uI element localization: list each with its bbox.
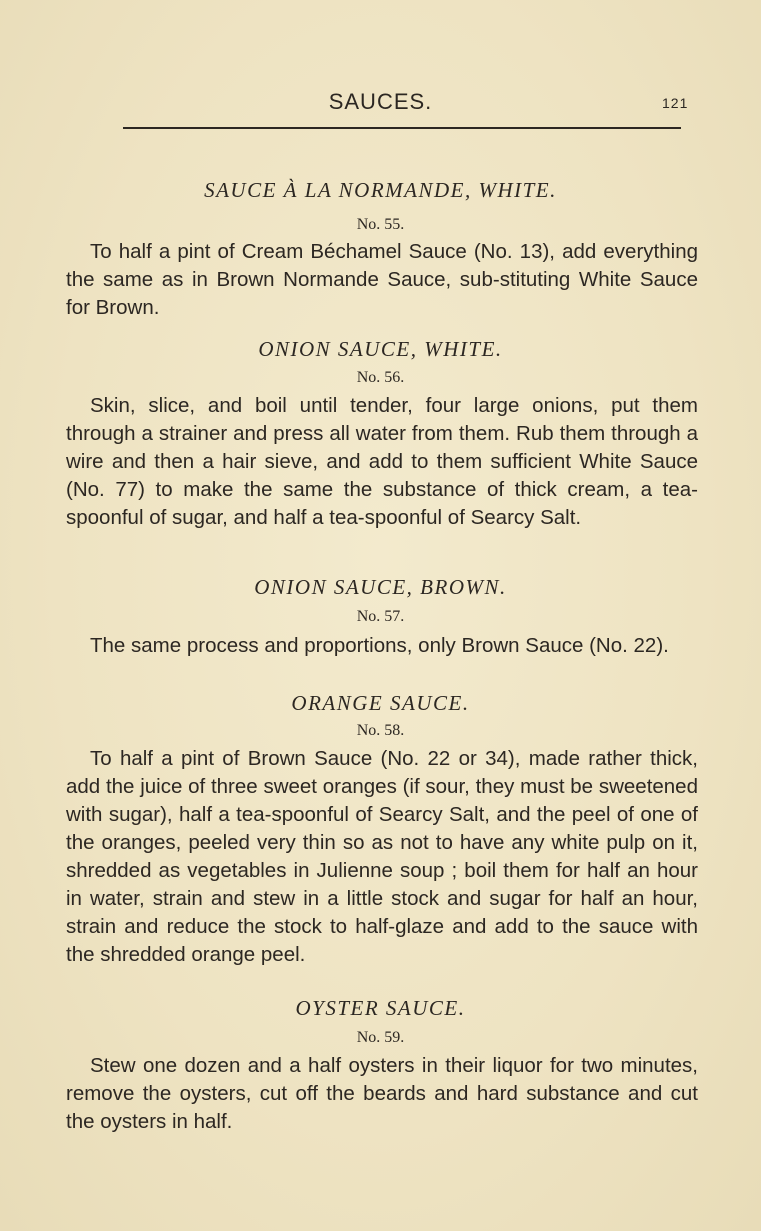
- recipe-text: The same process and proportions, only Brown Sauce (No. 22).: [90, 634, 669, 657]
- header-rule: [123, 127, 681, 129]
- recipe-text: Stew one dozen and a half oysters in their liquor for two minutes, remove the oysters, cut off the beards and hard substance and cut the oysters in half.: [66, 1054, 698, 1133]
- recipe-number: No. 58.: [356, 722, 405, 739]
- recipe-number: No. 55.: [356, 216, 405, 233]
- recipe-title-oyster: OYSTER SAUCE.: [295, 996, 466, 1020]
- running-head: SAUCES.: [328, 89, 433, 114]
- recipe-number: No. 56.: [356, 369, 405, 386]
- page-number: 121: [662, 95, 689, 111]
- recipe-number: No. 57.: [356, 608, 405, 625]
- recipe-title-onion-white: ONION SAUCE, WHITE.: [258, 337, 503, 361]
- recipe-title-normande-white: SAUCE À LA NORMANDE, WHITE.: [204, 178, 557, 202]
- recipe-number: No. 59.: [356, 1029, 405, 1046]
- recipe-title-orange: ORANGE SAUCE.: [291, 691, 470, 715]
- recipe-text: Skin, slice, and boil until tender, four large onions, put them through a strainer and press all water from them. Rub them through a wire and then a hair sieve, and add to them sufficient White Sauce (No. 77) to make the same the substance of thick cream, a tea-spoonful of sugar, and half a tea-spoonful of Searcy Salt.: [66, 394, 698, 529]
- recipe-text: To half a pint of Brown Sauce (No. 22 or 34), made rather thick, add the juice of three sweet oranges (if sour, they must be sweetened with sugar), half a tea-spoonful of Searcy Salt, and the peel of one of the oranges, peeled very thin so as not to have any white pulp on it, shredded as vegetables in Julienne soup ; boil them for half an hour in water, strain and stew in a little stock and sugar for half an hour, strain and reduce the stock to half-glaze and add to the sauce with the shredded orange peel.: [66, 747, 698, 966]
- recipe-title-onion-brown: ONION SAUCE, BROWN.: [254, 575, 507, 599]
- recipe-text: To half a pint of Cream Béchamel Sauce (No. 13), add everything the same as in Brown Normande Sauce, sub-stituting White Sauce for Brown.: [66, 240, 698, 319]
